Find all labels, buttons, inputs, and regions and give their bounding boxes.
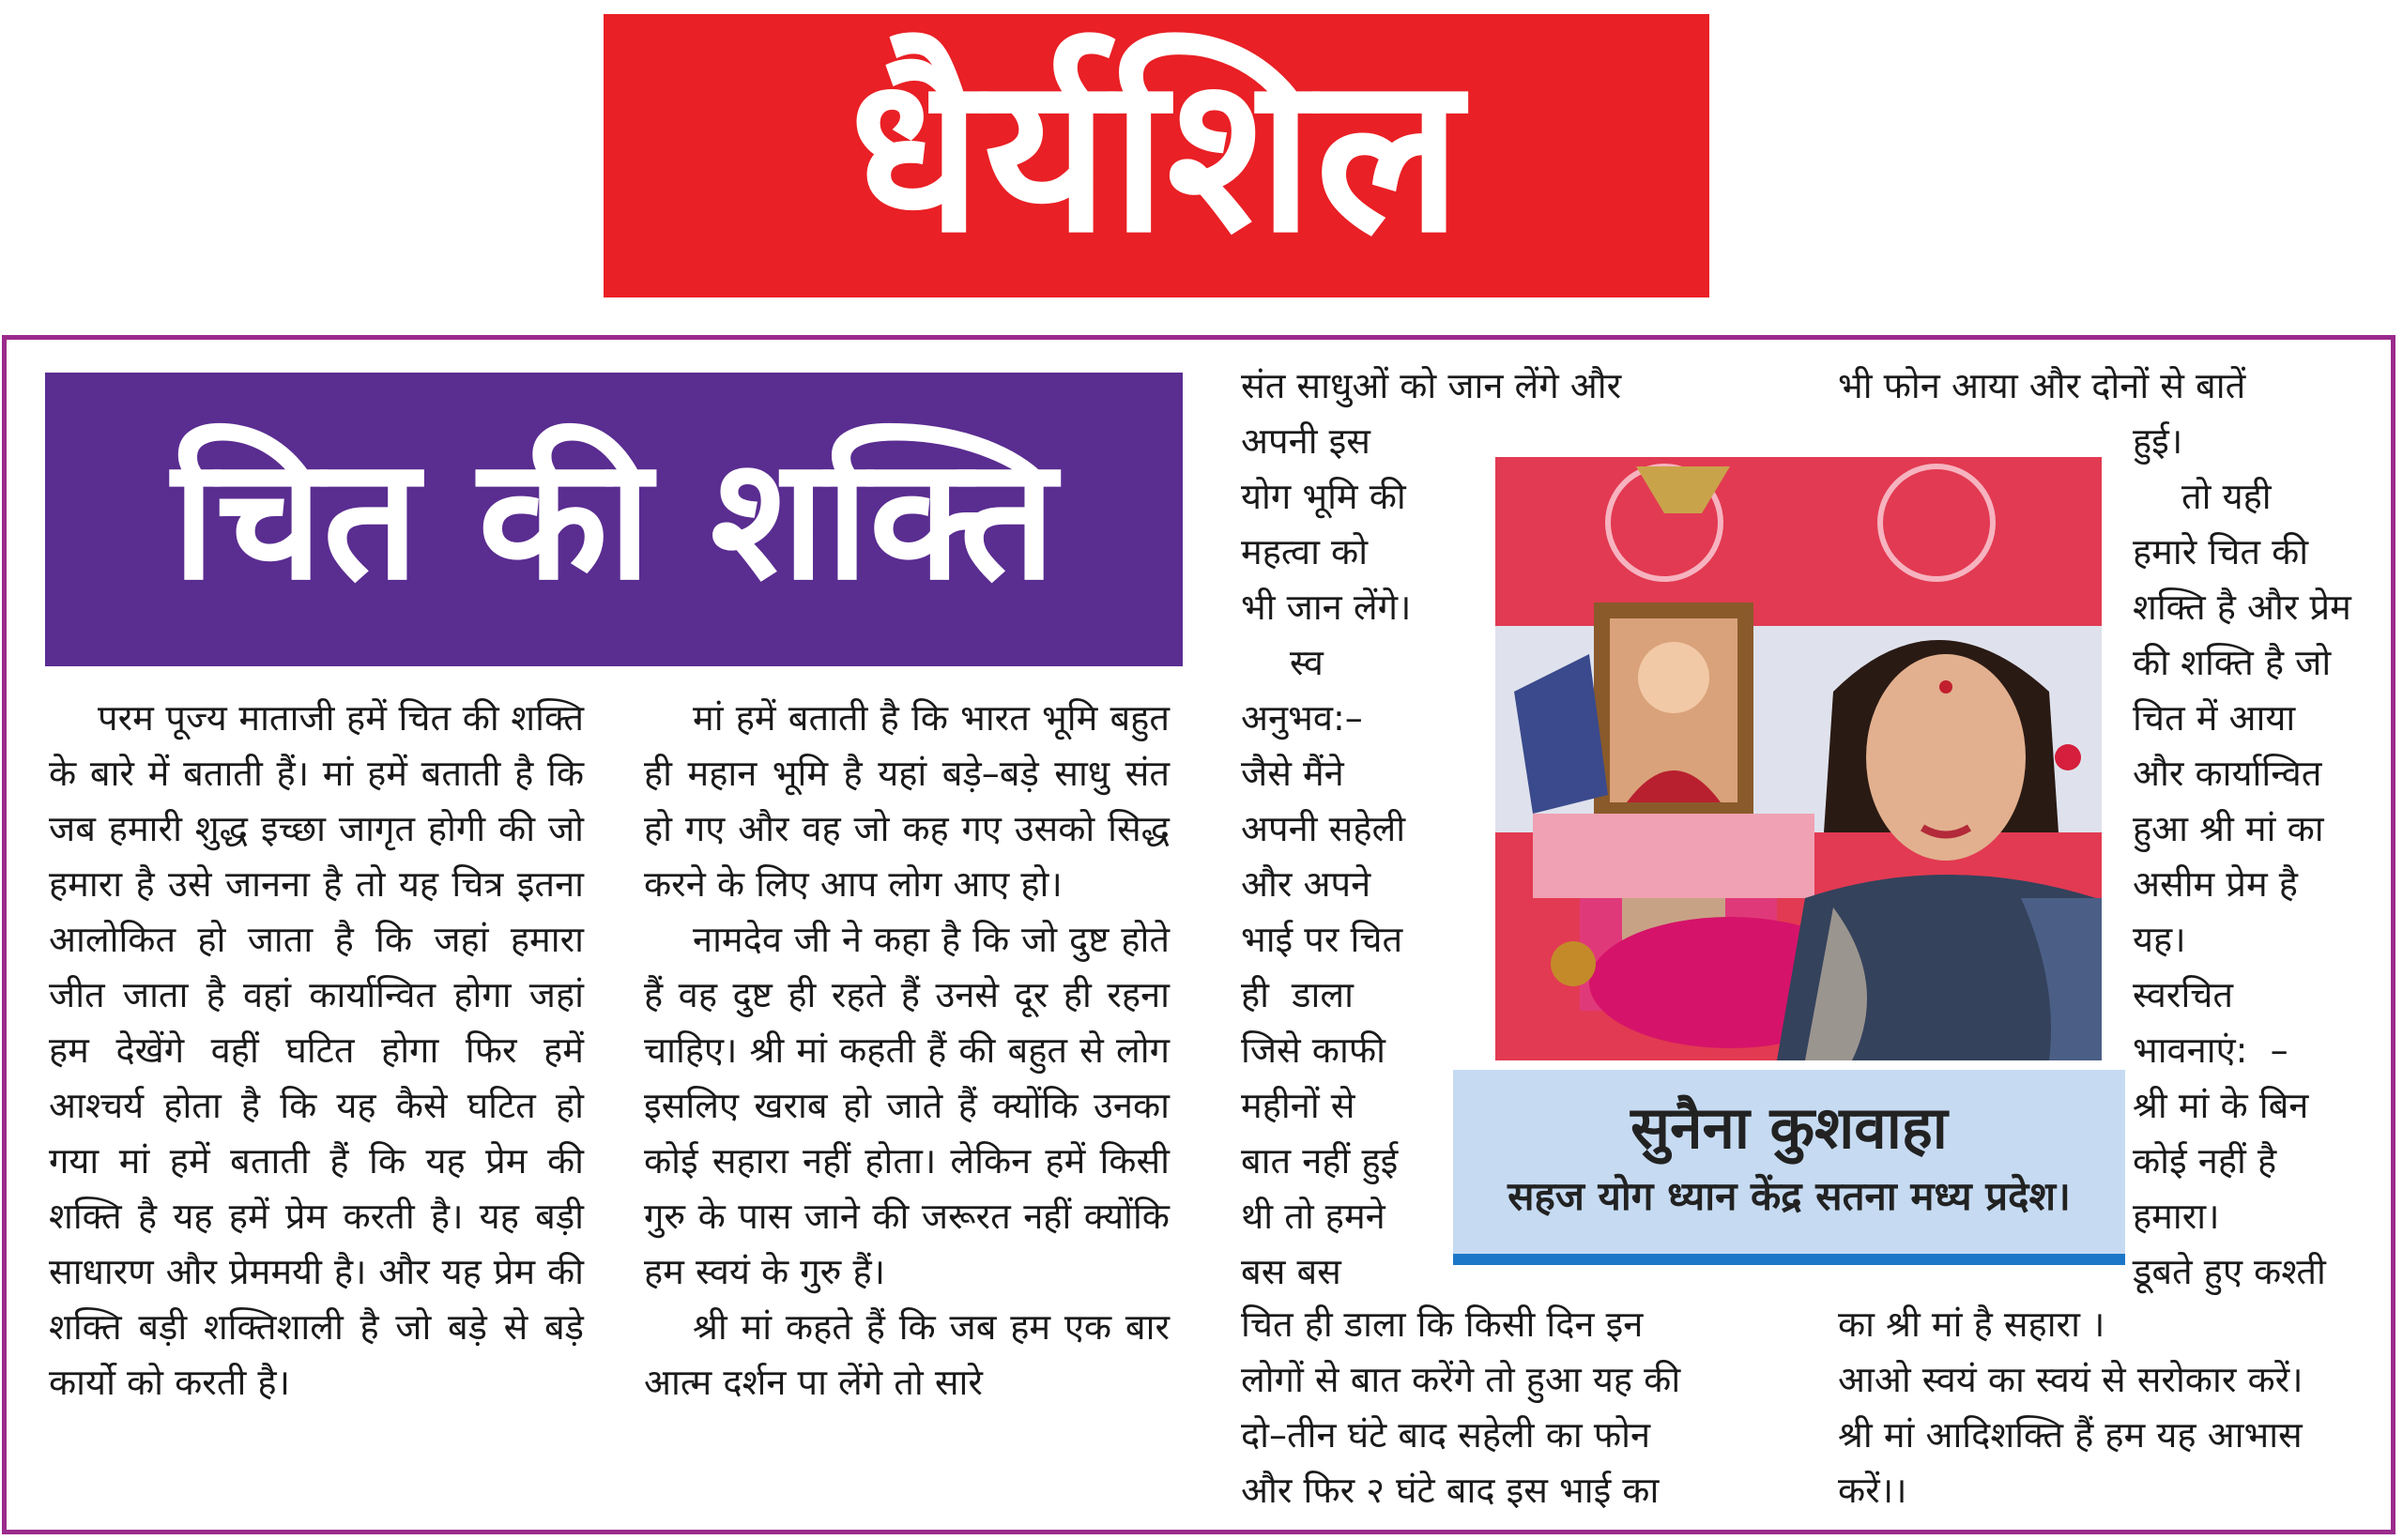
column-3-line: भी जान लेंगे। <box>1241 587 1412 628</box>
author-name: सुनैना कुशवाहा <box>1630 1093 1948 1162</box>
author-photo <box>1495 457 2102 1060</box>
column-4-bottom-line: का श्री मां है सहारा । <box>1838 1304 2105 1345</box>
masthead-title: धैर्यशिल <box>849 30 1464 281</box>
column-1 <box>49 691 584 1410</box>
column-4-line: डूबते हुए कश्ती <box>2133 1251 2326 1292</box>
column-3-line: अनुभव:– <box>1241 697 1363 739</box>
column-3-bottom-line: दो–तीन घंटे बाद सहेली का फोन <box>1241 1414 1651 1456</box>
column-3-line: अपनी इस <box>1241 420 1370 462</box>
headline-banner <box>45 373 1183 666</box>
column-3-line: जिसे काफी <box>1241 1029 1385 1071</box>
column-4-line: चित में आया <box>2133 697 2296 739</box>
column-3-lower <box>1241 1297 1823 1518</box>
column-4-line: हमारे चित की <box>2133 531 2309 572</box>
author-organization: सहज योग ध्यान केंद्र सतना मध्य प्रदेश। <box>1508 1173 2071 1220</box>
column-3-line: ही डाला <box>1241 974 1354 1015</box>
column-3-bottom-line: और फिर २ घंटे बाद इस भाई का <box>1241 1470 1660 1511</box>
column-4-line: भावनाएं: – <box>2133 1029 2288 1071</box>
column-4-line: और कार्यान्वित <box>2133 753 2322 794</box>
column-4-line: असीम प्रेम है <box>2133 863 2298 905</box>
column-1-paragraph: परम पूज्य माताजी हमें चित की शक्ति के बारे में बताती हैं। मां हमें बताती है कि जब हमारी शुद्ध इच्छा जागृत होगी की जो हमारा है उसे जानना है तो यह चित्र इतना आलोकित हो जाता है कि जहां हमारा जीत जाता है वहां कार्यान्वित होगा जहां हम देखेंगे वहीं घटित होगा फिर हमें आश्चर्य होता है कि यह कैसे घटित हो गया मां हमें बताती हैं कि यह प्रेम की शक्ति है यह हमें प्रेम करती है। यह बड़ी साधारण और प्रेममयी है। और यह प्रेम की शक्ति बड़ी शक्तिशाली है जो बड़े से बड़े कार्यो को करती है। <box>49 697 584 1403</box>
column-4-line: शक्ति है और प्रेम <box>2133 587 2351 628</box>
headline-title: चित की शक्ति <box>172 420 1056 618</box>
column-4-line: की शक्ति है जो <box>2133 642 2332 683</box>
column-3-line: जैसे मैंने <box>1241 753 1344 794</box>
author-caption <box>1453 1070 2125 1265</box>
column-4-bottom-line: आओ स्वयं का स्वयं से सरोकार करें। <box>1838 1359 2304 1400</box>
column-3-line: स्व <box>1290 642 1324 683</box>
column-2-paragraph-2: नामदेव जी ने कहा है कि जो दुष्ट होते हैं वह दुष्ट ही रहते हैं उनसे दूर ही रहना चाहिए। श्री मां कहती हैं की बहुत से लोग इसलिए खराब हो जाते हैं क्योंकि उनका कोई सहारा नहीं होता। लेकिन हमें किसी गुरु के पास जाने की जरूरत नहीं क्योंकि हम स्वयं के गुरु हैं। <box>644 919 1170 1292</box>
column-4-narrow <box>2133 414 2386 1300</box>
column-2-paragraph-1: मां हमें बताती है कि भारत भूमि बहुत ही महान भूमि है यहां बड़े–बड़े साधु संत हो गए और वह जो कह गए उसको सिद्ध करने के लिए आप लोग आए हो। <box>644 697 1170 905</box>
column-4-line: हुआ श्री मां का <box>2133 808 2324 849</box>
column-3-line: महीनों से <box>1241 1085 1355 1126</box>
author-photo-illustration <box>1495 457 2102 1060</box>
column-2 <box>644 691 1170 1410</box>
column-3-top-line: संत साधुओं को जान लेंगे और <box>1241 365 1622 406</box>
column-4-lower <box>1838 1297 2382 1518</box>
column-3-line: महत्वा को <box>1241 531 1369 572</box>
column-3-line: बात नहीं हुई <box>1241 1140 1399 1182</box>
column-3-line: भाई पर चित <box>1241 919 1403 960</box>
column-3-bottom-line: चित ही डाला कि किसी दिन इन <box>1241 1304 1644 1345</box>
column-4-line: श्री मां के बिन <box>2133 1085 2309 1126</box>
column-4-line: स्वरचित <box>2133 974 2234 1015</box>
column-4-line: यह। <box>2133 919 2186 960</box>
masthead <box>604 14 1709 297</box>
column-4-bottom-line: श्री मां आदिशक्ति हैं हम यह आभास <box>1838 1414 2303 1456</box>
column-4-top <box>1838 358 2345 414</box>
column-3-line: थी तो हमने <box>1241 1196 1385 1237</box>
column-4-bottom-line: करें।। <box>1838 1470 1907 1511</box>
column-4-line: हुई। <box>2133 420 2183 462</box>
column-2-paragraph-3: श्री मां कहते हैं कि जब हम एक बार आत्म दर्शन पा लेंगे तो सारे <box>644 1306 1170 1403</box>
column-3-line: अपनी सहेली <box>1241 808 1406 849</box>
column-4-line: तो यही <box>2181 476 2272 517</box>
column-3-line: योग भूमि की <box>1241 476 1406 517</box>
column-3-bottom-line: लोगों से बात करेंगे तो हुआ यह की <box>1241 1359 1681 1400</box>
column-4-line: हमारा। <box>2133 1196 2220 1237</box>
column-3-line: और अपने <box>1241 863 1371 905</box>
column-4-line: कोई नहीं है <box>2133 1140 2277 1182</box>
column-3-line: बस बस <box>1241 1251 1341 1292</box>
column-4-top-line: भी फोन आया और दोनों से बातें <box>1838 365 2246 406</box>
